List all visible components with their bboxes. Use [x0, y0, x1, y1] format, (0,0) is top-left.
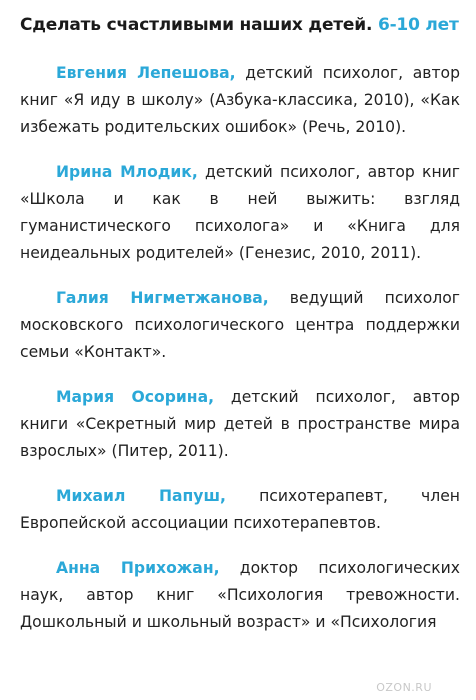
author-description: детский психолог, автор книги «Секретный мир детей в пространстве мира взрослых» (Питер, 2011). [20, 388, 460, 460]
author-description: ведущий психолог московского психологического центра поддержки семьи «Контакт». [20, 289, 460, 361]
author-entry [20, 555, 460, 636]
author-entry [20, 384, 460, 465]
author-description: доктор психологических наук, автор книг «Психология тревожности. Дошкольный и школьный возраст» и «Психология [20, 559, 460, 631]
author-description: детский психолог, автор книг «Школа и как в ней выжить: взгляд гуманистического психолога» и «Книга для неидеальных родителей» (Генезис, 2010, 2011). [20, 163, 461, 262]
author-list [20, 60, 460, 636]
author-description: психотерапевт, член Европейской ассоциации психотерапевтов. [20, 487, 460, 532]
author-name: Михаил Папуш, [56, 487, 226, 505]
author-description: детский психолог, автор книг «Я иду в школу» (Азбука-классика, 2010), «Как избежать родительских ошибок» (Речь, 2010). [20, 64, 460, 136]
author-entry [20, 483, 460, 537]
author-name: Анна Прихожан, [56, 559, 220, 577]
watermark: OZON.RU [376, 681, 432, 694]
author-name: Мария Осорина, [56, 388, 215, 406]
author-entry [20, 285, 460, 366]
header-title: Сделать счастливыми наших детей. [20, 15, 373, 35]
author-entry [20, 60, 460, 141]
author-name: Галия Нигметжанова, [56, 289, 269, 307]
author-name: Ирина Млодик, [56, 163, 198, 181]
author-entry [20, 159, 460, 267]
author-name: Евгения Лепешова, [56, 64, 236, 82]
age-label: 6-10 лет [377, 15, 459, 35]
page-header [20, 14, 460, 36]
